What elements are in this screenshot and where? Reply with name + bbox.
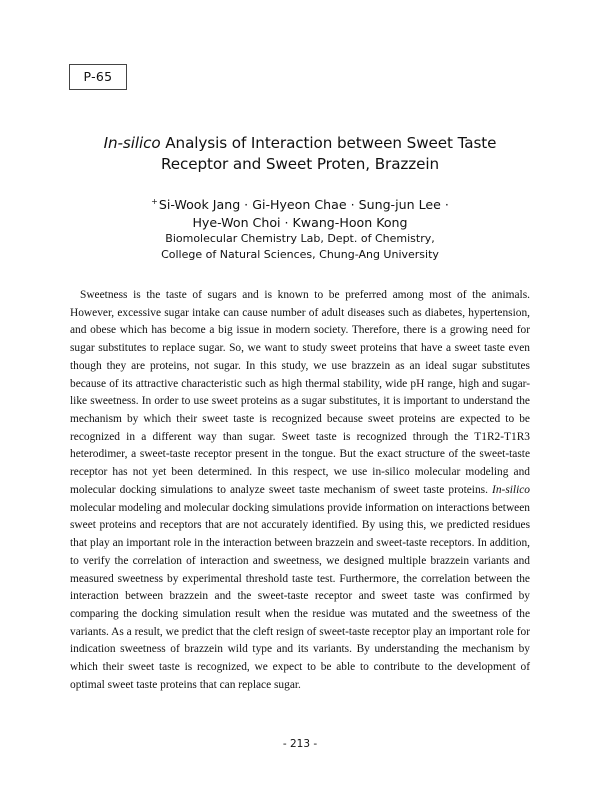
affiliation-line-2: College of Natural Sciences, Chung-Ang University — [161, 247, 439, 261]
presenter-marker: + — [151, 197, 158, 206]
authors-line-1 — [60, 193, 540, 214]
abstract-body — [70, 287, 530, 695]
abstract-italic-term: In-silico — [492, 483, 530, 496]
poster-number-badge: P-65 — [69, 64, 127, 90]
paper-title — [60, 133, 540, 175]
abstract-part-1: Sweetness is the taste of sugars and is known to be preferred among most of the animals. However, excessive sugar intake can cause number of adult diseases such as diabetes, hypertension, and obese which has become a big issue in modern society. Therefore, there is a growing need for sugar substitutes to replace sugar. So, we want to study sweet proteins that have a sweet taste even though they are proteins, not sugar. In this study, we use brazzein as an ideal sugar substitutes because of its attractive characteristic such as high thermal stability, wide pH range, high and sugar-like sweetness. In order to use sweet proteins as a sugar substitutes, it is important to understand the mechanism by which their sweet taste is recognized because sweet proteins are expected to be recognized in a different way than sugar. Sweet taste is recognized through the T1R2-T1R3 heterodimer, a sweet-taste receptor present in the tongue. But the exact structure of the sweet-taste receptor has not yet been determined. In this respect, we use in-silico molecular modeling and molecular docking simulations to analyze sweet taste mechanism of sweet taste proteins. — [70, 289, 530, 496]
title-line-1 — [60, 133, 540, 154]
title-line-2: Receptor and Sweet Proten, Brazzein — [160, 155, 440, 173]
title-line-1-rest: Analysis of Interaction between Sweet Taste — [160, 134, 497, 152]
authors-line-1-text: Si-Wook Jang · Gi-Hyeon Chae · Sung-jun Lee · — [158, 197, 449, 212]
abstract-part-2: molecular modeling and molecular docking simulations provide information on interactions between sweet proteins and receptors that are not accurately identified. By using this, we predicted residues that play an important role in the interaction between brazzein and sweet-taste receptors. In addition, to verify the correlation of interaction and sweetness, we designed multiple brazzein variants and measured sweetness by experimental threshold taste test. Furthermore, the correlation between the interaction between brazzein and the sweet-taste receptor and sweet taste was confirmed by comparing the docking simulation result when the residue was mutated and the sweetness of the variants. As a result, we predict that the cleft resign of sweet-taste receptor play an important role for indication sweetness of brazzein wild type and its variants. By understanding the mechanism by which their sweet taste is recognized, we expect to be able to contribute to the development of optimal sweet taste proteins that can replace sugar. — [70, 501, 530, 691]
author-list — [60, 193, 540, 232]
affiliation-line-1: Biomolecular Chemistry Lab, Dept. of Chemistry, — [165, 232, 435, 245]
page-number: - 213 - — [282, 738, 318, 750]
title-italic-term: In-silico — [103, 134, 161, 152]
authors-line-2: Hye-Won Choi · Kwang-Hoon Kong — [192, 215, 408, 230]
affiliation — [60, 231, 540, 262]
